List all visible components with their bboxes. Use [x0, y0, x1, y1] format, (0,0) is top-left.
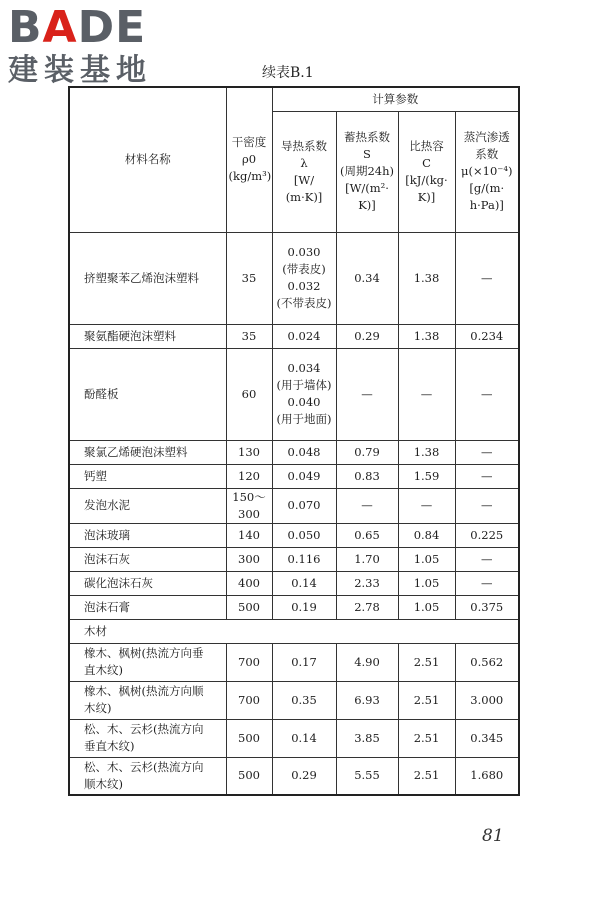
cell-lambda: 0.29 [272, 757, 336, 795]
header-c: 比热容 C [kJ/(kg· K)] [398, 111, 455, 232]
cell-c: 2.51 [398, 643, 455, 681]
cell-density: 35 [226, 324, 272, 348]
cell-density: 500 [226, 719, 272, 757]
cell-lambda: 0.116 [272, 547, 336, 571]
cell-density: 120 [226, 464, 272, 488]
cell-lambda: 0.024 [272, 324, 336, 348]
table-row [69, 348, 519, 440]
cell-mu: — [455, 488, 519, 523]
cell-density: 500 [226, 757, 272, 795]
cell-lambda: 0.049 [272, 464, 336, 488]
logo-brand-post: DE [77, 2, 147, 53]
header-mu: 蒸汽渗透 系数 μ(×10⁻⁴) [g/(m· h·Pa)] [455, 111, 519, 232]
header-lambda: 导热系数 λ [W/ (m·K)] [272, 111, 336, 232]
cell-name: 松、木、云杉(热流方向 顺木纹) [69, 757, 226, 795]
cell-name: 发泡水泥 [69, 488, 226, 523]
table-row [69, 324, 519, 348]
cell-name: 泡沫石膏 [69, 595, 226, 619]
cell-lambda: 0.35 [272, 681, 336, 719]
cell-s: 0.79 [336, 440, 398, 464]
cell-s: — [336, 348, 398, 440]
cell-s: 5.55 [336, 757, 398, 795]
cell-mu: — [455, 440, 519, 464]
cell-s: 0.29 [336, 324, 398, 348]
cell-lambda: 0.14 [272, 571, 336, 595]
cell-mu: — [455, 232, 519, 324]
table-row [69, 440, 519, 464]
cell-name: 钙塑 [69, 464, 226, 488]
cell-name: 松、木、云杉(热流方向 垂直木纹) [69, 719, 226, 757]
header-s: 蓄热系数 S (周期24h) [W/(m²· K)] [336, 111, 398, 232]
cell-lambda: 0.14 [272, 719, 336, 757]
cell-c: 1.38 [398, 440, 455, 464]
cell-name: 橡木、枫树(热流方向垂 直木纹) [69, 643, 226, 681]
cell-mu: — [455, 547, 519, 571]
logo-brand-pre: B [8, 2, 43, 53]
cell-s: 0.65 [336, 523, 398, 547]
cell-c: — [398, 348, 455, 440]
table-row [69, 523, 519, 547]
table-row [69, 488, 519, 523]
table-row [69, 464, 519, 488]
cell-s: 4.90 [336, 643, 398, 681]
cell-mu: 0.234 [455, 324, 519, 348]
logo [8, 4, 183, 88]
cell-name: 聚氯乙烯硬泡沫塑料 [69, 440, 226, 464]
cell-name: 挤塑聚苯乙烯泡沫塑料 [69, 232, 226, 324]
cell-c: 2.51 [398, 681, 455, 719]
cell-s: 2.33 [336, 571, 398, 595]
cell-s: 6.93 [336, 681, 398, 719]
cell-c: 1.05 [398, 547, 455, 571]
cell-c: 1.38 [398, 232, 455, 324]
logo-brand-accent: A [42, 2, 78, 53]
cell-mu: — [455, 348, 519, 440]
section-row [69, 619, 519, 643]
cell-mu: 0.562 [455, 643, 519, 681]
cell-density: 60 [226, 348, 272, 440]
table-row [69, 571, 519, 595]
cell-mu: 0.225 [455, 523, 519, 547]
section-wood-label: 木材 [69, 619, 519, 643]
cell-density: 35 [226, 232, 272, 324]
cell-lambda: 0.030 (带表皮) 0.032 (不带表皮) [272, 232, 336, 324]
cell-lambda: 0.070 [272, 488, 336, 523]
cell-name: 酚醛板 [69, 348, 226, 440]
cell-mu: — [455, 464, 519, 488]
table-row [69, 757, 519, 795]
cell-density: 300 [226, 547, 272, 571]
table-row [69, 719, 519, 757]
cell-lambda: 0.048 [272, 440, 336, 464]
cell-s: 1.70 [336, 547, 398, 571]
table-caption: 续表B.1 [262, 65, 314, 81]
header-density: 干密度 ρ0 (kg/m³) [226, 87, 272, 232]
table-row [69, 547, 519, 571]
cell-lambda: 0.050 [272, 523, 336, 547]
cell-c: 1.38 [398, 324, 455, 348]
cell-density: 140 [226, 523, 272, 547]
cell-c: 2.51 [398, 757, 455, 795]
page-number: 81 [482, 826, 504, 846]
cell-density: 500 [226, 595, 272, 619]
cell-c: 2.51 [398, 719, 455, 757]
cell-name: 泡沫玻璃 [69, 523, 226, 547]
table-row [69, 643, 519, 681]
cell-mu: 3.000 [455, 681, 519, 719]
table-row [69, 595, 519, 619]
cell-lambda: 0.19 [272, 595, 336, 619]
cell-s: 0.34 [336, 232, 398, 324]
cell-name: 泡沫石灰 [69, 547, 226, 571]
cell-s: 3.85 [336, 719, 398, 757]
logo-subtitle: 建装基地 [8, 53, 152, 88]
cell-c: 0.84 [398, 523, 455, 547]
cell-c: — [398, 488, 455, 523]
logo-brand [8, 4, 183, 52]
cell-c: 1.59 [398, 464, 455, 488]
cell-c: 1.05 [398, 571, 455, 595]
cell-name: 碳化泡沫石灰 [69, 571, 226, 595]
header-calc-params: 计算参数 [272, 87, 519, 111]
cell-mu: 0.345 [455, 719, 519, 757]
table-row [69, 232, 519, 324]
material-table [68, 86, 520, 796]
cell-density: 130 [226, 440, 272, 464]
cell-density: 400 [226, 571, 272, 595]
header-material-name: 材料名称 [69, 87, 226, 232]
table-row [69, 681, 519, 719]
cell-lambda: 0.17 [272, 643, 336, 681]
cell-s: 2.78 [336, 595, 398, 619]
cell-density: 700 [226, 643, 272, 681]
cell-density: 150～300 [226, 488, 272, 523]
cell-lambda: 0.034 (用于墙体) 0.040 (用于地面) [272, 348, 336, 440]
cell-name: 聚氨酯硬泡沫塑料 [69, 324, 226, 348]
cell-density: 700 [226, 681, 272, 719]
cell-mu: 0.375 [455, 595, 519, 619]
cell-c: 1.05 [398, 595, 455, 619]
cell-name: 橡木、枫树(热流方向顺 木纹) [69, 681, 226, 719]
cell-mu: 1.680 [455, 757, 519, 795]
cell-mu: — [455, 571, 519, 595]
cell-s: 0.83 [336, 464, 398, 488]
cell-s: — [336, 488, 398, 523]
